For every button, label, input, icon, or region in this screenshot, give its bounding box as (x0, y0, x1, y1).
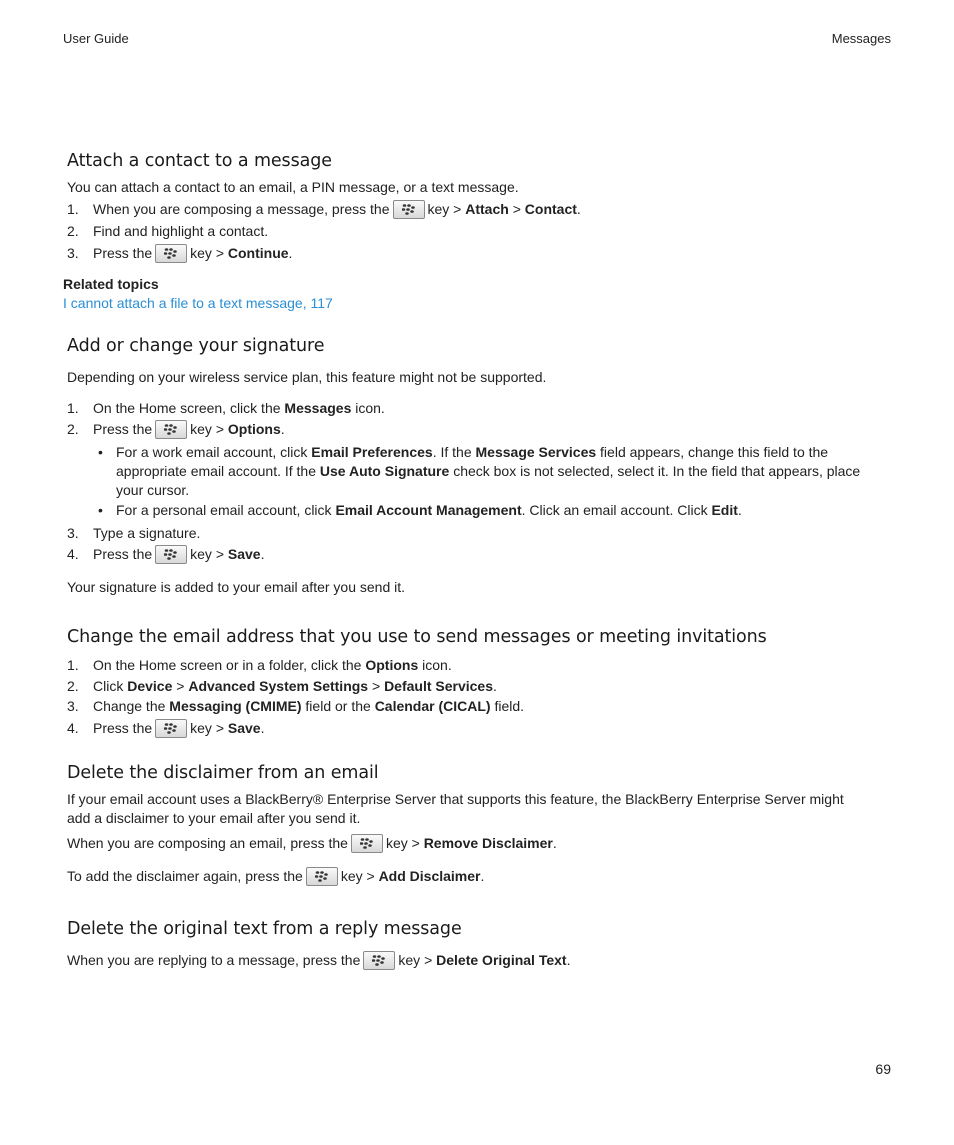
ui-term: Save (227, 720, 261, 736)
step-text: . (288, 245, 293, 261)
paragraph-text: When you are composing an email, press the (67, 835, 348, 851)
bullet-text: field appears, change this field to the appropriate email account. If the (116, 444, 829, 479)
blackberry-menu-key-icon (393, 200, 425, 219)
ui-term: Delete Original Text (436, 952, 567, 968)
step-number: 3. (67, 698, 79, 714)
section-title-change-address: Change the email address that you use to send messages or meeting invitations (67, 627, 767, 647)
paragraph-text: . (566, 952, 571, 968)
ui-term: Email Preferences (311, 444, 433, 460)
running-header-left: User Guide (63, 31, 129, 46)
ui-term: Messages (284, 400, 352, 416)
step-number: 2. (67, 421, 79, 437)
step-number: 2. (67, 223, 79, 239)
related-topics-heading: Related topics (63, 276, 159, 292)
blackberry-menu-key-icon (306, 867, 338, 886)
paragraph (67, 834, 557, 854)
step-text: icon. (422, 657, 452, 673)
bullet-text: For a work email account, click (116, 444, 308, 460)
step-text: On the Home screen, click the (93, 400, 281, 416)
ui-term: Continue (227, 245, 289, 261)
step-text: . (280, 421, 285, 437)
list-item (67, 420, 285, 440)
step-text: Type a signature. (93, 525, 201, 541)
step-text: icon. (355, 400, 385, 416)
ui-term: Email Account Management (335, 502, 522, 518)
bullet-icon: • (98, 444, 103, 460)
blackberry-menu-key-icon (363, 951, 395, 970)
ui-term: Attach (465, 201, 509, 217)
step-text: When you are composing a message, press the (93, 201, 390, 217)
step-text: key > (190, 421, 224, 437)
step-text: Find and highlight a contact. (93, 223, 269, 239)
paragraph-text: . (480, 868, 485, 884)
section-intro-line: add a disclaimer to your email after you send it. (67, 810, 361, 826)
step-text: . (260, 720, 265, 736)
bullet-text: . If the (432, 444, 472, 460)
paragraph-text: key > (398, 952, 433, 968)
step-text: Press the (93, 546, 153, 562)
step-text: Click (93, 678, 124, 694)
step-text: . (576, 201, 581, 217)
ui-term: Contact (524, 201, 577, 217)
ui-term: Advanced System Settings (188, 678, 369, 694)
step-number: 3. (67, 525, 79, 541)
step-text: key > (190, 546, 224, 562)
list-item (67, 222, 268, 241)
bullet-item (98, 501, 888, 520)
section-intro-line: If your email account uses a BlackBerry® Enterprise Server that supports this feature, the BlackBerry Enterprise Server might (67, 791, 844, 807)
section-intro: Depending on your wireless service plan, this feature might not be supported. (67, 369, 547, 385)
step-text: field. (494, 698, 525, 714)
step-text: Press the (93, 421, 153, 437)
list-item (67, 524, 200, 543)
list-item (67, 719, 264, 739)
paragraph-text: key > (385, 835, 420, 851)
section-title-delete-disclaimer: Delete the disclaimer from an email (67, 763, 379, 783)
paragraph-text: . (552, 835, 557, 851)
step-text: Change the (93, 698, 166, 714)
step-text: . (260, 546, 265, 562)
section-title-signature: Add or change your signature (67, 336, 325, 356)
paragraph-text: key > (340, 868, 375, 884)
section-title-attach-contact: Attach a contact to a message (67, 151, 332, 171)
ui-term: Default Services (384, 678, 494, 694)
step-text: key > (190, 720, 224, 736)
list-item (67, 244, 292, 264)
blackberry-menu-key-icon (351, 834, 383, 853)
step-text: On the Home screen or in a folder, click the (93, 657, 362, 673)
step-text: > (371, 678, 381, 694)
section-title-delete-original-text: Delete the original text from a reply message (67, 919, 462, 939)
blackberry-menu-key-icon (155, 244, 187, 263)
list-item (67, 656, 452, 675)
ui-term: Save (227, 546, 261, 562)
related-topic-link[interactable]: I cannot attach a file to a text message, 117 (63, 295, 333, 311)
step-text: Press the (93, 720, 153, 736)
ui-term: Options (365, 657, 419, 673)
ui-term: Remove Disclaimer (423, 835, 553, 851)
section-outro: Your signature is added to your email after you send it. (67, 579, 406, 595)
running-header-right: Messages (831, 31, 891, 46)
blackberry-menu-key-icon (155, 420, 187, 439)
bullet-item (98, 443, 888, 500)
step-text: key > (190, 245, 224, 261)
bullet-text: For a personal email account, click (116, 502, 332, 518)
step-number: 3. (67, 245, 79, 261)
step-number: 1. (67, 400, 79, 416)
step-text: key > (427, 201, 462, 217)
ui-term: Calendar (CICAL) (374, 698, 491, 714)
step-number: 2. (67, 678, 79, 694)
list-item (67, 677, 497, 696)
step-text: field or the (305, 698, 371, 714)
step-number: 4. (67, 720, 79, 736)
ui-term: Message Services (475, 444, 597, 460)
step-number: 1. (67, 201, 79, 217)
ui-term: Add Disclaimer (378, 868, 481, 884)
ui-term: Device (127, 678, 173, 694)
bullet-text: . (737, 502, 742, 518)
bullet-text: . Click an email account. Click (521, 502, 708, 518)
step-text: Press the (93, 245, 153, 261)
bullet-icon: • (98, 502, 103, 518)
paragraph-text: When you are replying to a message, press the (67, 952, 361, 968)
step-number: 4. (67, 546, 79, 562)
ui-term: Messaging (CMIME) (169, 698, 302, 714)
paragraph (67, 951, 570, 971)
paragraph-text: To add the disclaimer again, press the (67, 868, 303, 884)
blackberry-menu-key-icon (155, 545, 187, 564)
step-number: 1. (67, 657, 79, 673)
step-text: > (176, 678, 185, 694)
ui-term: Edit (711, 502, 738, 518)
blackberry-menu-key-icon (155, 719, 187, 738)
list-item (67, 399, 385, 418)
paragraph (67, 867, 484, 887)
list-item (67, 697, 524, 716)
step-text: > (512, 201, 521, 217)
bullet-text: check box is not selected, select it. In the field that appears, place your cursor. (116, 463, 861, 498)
ui-term: Use Auto Signature (319, 463, 450, 479)
step-text: . (493, 678, 497, 694)
page-number: 69 (875, 1061, 891, 1077)
list-item (67, 200, 581, 220)
list-item (67, 545, 264, 565)
ui-term: Options (227, 421, 281, 437)
section-intro: You can attach a contact to an email, a PIN message, or a text message. (67, 179, 519, 195)
